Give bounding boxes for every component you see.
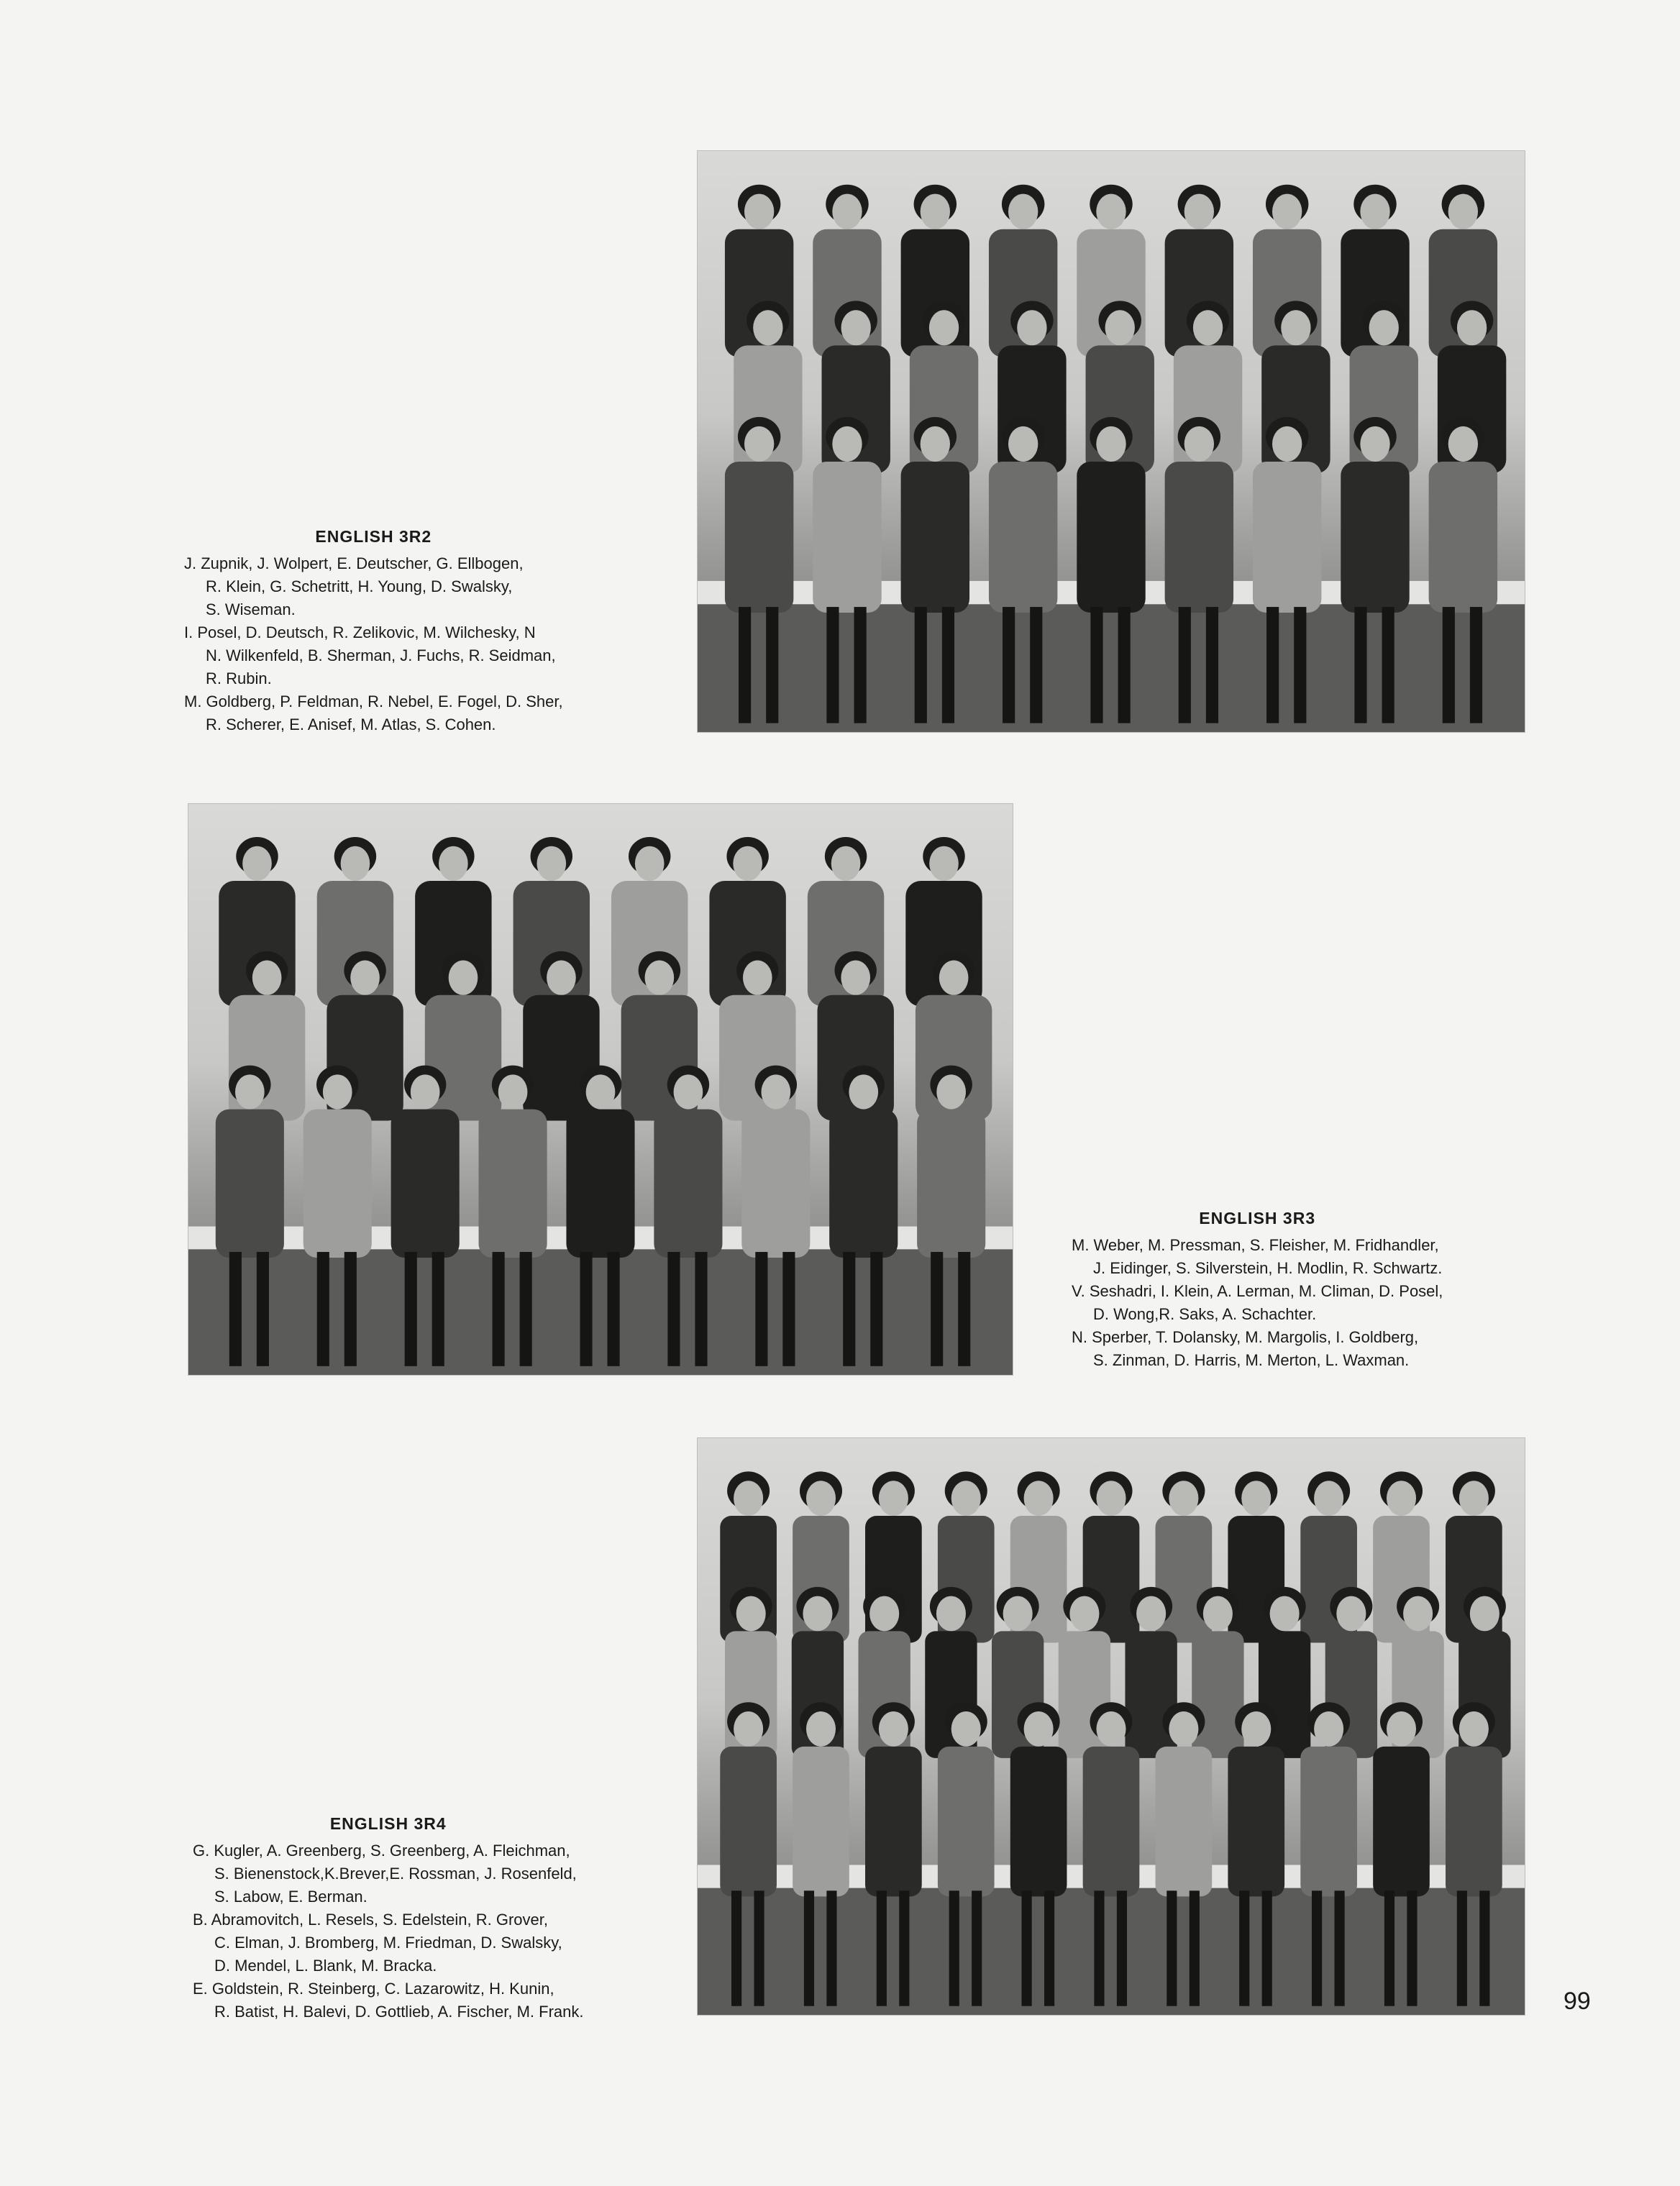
caption-line: N. Wilkenfeld, B. Sherman, J. Fuchs, R. Seidman, [206,646,556,664]
caption-line: S. Wiseman. [206,600,296,618]
caption-line: S. Zinman, D. Harris, M. Merton, L. Waxman. [1093,1351,1410,1369]
caption-line: C. Elman, J. Bromberg, M. Friedman, D. Swalsky, [214,1934,562,1952]
floor [698,1888,1525,2015]
caption-line: B. Abramovitch, L. Resels, S. Edelstein, R. Grover, [193,1911,548,1929]
caption-line: M. Goldberg, P. Feldman, R. Nebel, E. Fogel, D. Sher, [184,692,563,710]
caption-line: R. Klein, G. Schetritt, H. Young, D. Swalsky, [206,577,513,595]
caption-english-3r3 [1072,1207,1443,1372]
caption-line: S. Labow, E. Berman. [214,1888,368,1906]
caption-line: R. Rubin. [206,669,272,687]
class-photo-english-3r3 [188,804,1013,1375]
caption-line: N. Sperber, T. Dolansky, M. Margolis, I. Goldberg, [1072,1328,1419,1346]
class-photo-english-3r4 [698,1438,1525,2015]
caption-title: ENGLISH 3R2 [315,527,432,546]
caption-english-3r2 [184,525,563,736]
caption-title: ENGLISH 3R4 [329,1814,447,1833]
floor [188,1249,1013,1375]
caption-title: ENGLISH 3R3 [1199,1209,1316,1227]
caption-line: R. Scherer, E. Anisef, M. Atlas, S. Cohen. [206,715,496,733]
caption-line: J. Eidinger, S. Silverstein, H. Modlin, R. Schwartz. [1093,1259,1443,1277]
caption-line: E. Goldstein, R. Steinberg, C. Lazarowitz, H. Kunin, [193,1980,554,1998]
caption-line: R. Batist, H. Balevi, D. Gottlieb, A. Fischer, M. Frank. [214,2003,584,2021]
class-photo-english-3r2 [698,151,1525,732]
caption-line: D. Wong,R. Saks, A. Schachter. [1093,1305,1317,1323]
page-number: 99 [1563,1988,1591,2015]
caption-line: J. Zupnik, J. Wolpert, E. Deutscher, G. Ellbogen, [184,554,524,572]
caption-line: V. Seshadri, I. Klein, A. Lerman, M. Climan, D. Posel, [1072,1282,1443,1300]
caption-line: I. Posel, D. Deutsch, R. Zelikovic, M. Wilchesky, N [184,623,536,641]
floor [698,604,1525,732]
caption-line: S. Bienenstock,K.Brever,E. Rossman, J. Rosenfeld, [214,1865,577,1883]
caption-line: M. Weber, M. Pressman, S. Fleisher, M. Fridhandler, [1072,1236,1439,1254]
caption-english-3r4 [193,1812,584,2023]
caption-line: D. Mendel, L. Blank, M. Bracka. [214,1957,437,1975]
caption-line: G. Kugler, A. Greenberg, S. Greenberg, A. Fleichman, [193,1842,570,1860]
